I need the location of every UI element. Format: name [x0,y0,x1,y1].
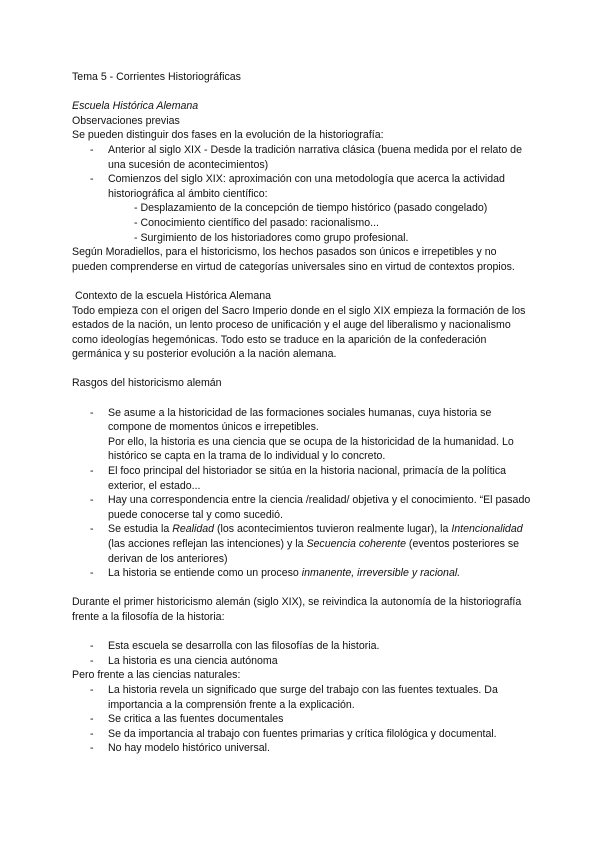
section-heading-rasgos: Rasgos del historicismo alemán [72,377,222,390]
paragraph-primer-historicismo: Durante el primer historicismo alemán (siglo XIX), se reivindica la autonomía de la historiografía frente a la filosofía de la historia: [72,596,522,623]
list-item-continuation: Por ello, la historia es una ciencia que se ocupa de la historicidad de la humanidad. Lo histórico se capta en la trama de lo individual y lo concreto. [108,435,514,463]
list-item: - La historia revela un significado que surge del trabajo con las fuentes textuales. Da importancia a la comprensión frente a la explicación. [72,683,532,712]
emphasis-realidad: Realidad [172,523,215,536]
list-item: - Hay una correspondencia entre la ciencia /realidad/ objetiva y el conocimiento. “El pasado puede conocerse tal y como sucedió. [72,493,532,522]
list-item: - El foco principal del historiador se sitúa en la historia nacional, primacía de la política exterior, el estado... [72,464,532,493]
sub-list-item: - Desplazamiento de la concepción de tiempo histórico (pasado congelado) [134,202,488,215]
text-run: (los acontecimientos tuvieron realmente lugar), la [214,523,452,536]
text-run: (eventos posteriores se derivan de los anteriores) [108,538,520,565]
paragraph-contexto: Todo empieza con el origen del Sacro Imperio donde en el siglo XIX empieza la formación de los estados de la nación, un lento proceso de unificación y el auge del liberalismo y nacionalismo como ideologías hegemónicas. Todo esto se traduce en la aparición de la confederación germánica y su posterior evolución a la nación alemana. [72,304,526,361]
list-item: - Esta escuela se desarrolla con las filosofías de la historia. [72,639,532,654]
emphasis-secuencia: Secuencia coherente [306,538,406,550]
ciencias-list [72,683,532,756]
emphasis-proceso: inmanente, irreversible y racional. [301,567,461,580]
list-item: - Comienzos del siglo XIX: aproximación con una metodología que acerca la actividad historiográfica al ámbito científico: [72,172,532,201]
sub-list [72,201,532,245]
document-title: Tema 5 - Corrientes Historiográficas [72,71,241,83]
list-item: - Se da importancia al trabajo con fuentes primarias y crítica filológica y documental. [72,727,532,742]
document-page [72,70,532,756]
paragraph-ciencias-naturales: Pero frente a las ciencias naturales: [72,669,241,682]
list-item: - La historia es una ciencia autónoma [72,654,532,669]
section-heading-escuela: Escuela Histórica Alemana [72,100,199,113]
list-item [72,406,532,464]
text-run: Se estudia la [108,523,173,536]
subheading-observaciones: Observaciones previas [72,114,180,127]
list-item [72,566,532,581]
section-heading-contexto: Contexto de la escuela Histórica Alemana [72,289,272,302]
list-item-text: Se asume a la historicidad de las formaciones sociales humanas, cuya historia se compone de momentos únicos e irrepetibles. [108,406,492,434]
list-item: - No hay modelo histórico universal. [72,741,532,756]
phases-list [72,143,532,201]
emphasis-intencionalidad: Intencionalidad [451,523,523,536]
paragraph-moradiellos: Según Moradiellos, para el historicismo, los hechos pasados son únicos e irrepetibles y no pueden comprenderse en virtud de categorías universales sino en virtud de contextos propios. [72,246,515,273]
sub-list-item: - Surgimiento de los historiadores como grupo profesional. [134,231,409,244]
paragraph-intro: Se pueden distinguir dos fases en la evolución de la historiografía: [72,129,384,142]
rasgos-list [72,406,532,581]
list-item: - Anterior al siglo XIX - Desde la tradición narrativa clásica (buena medida por el relato de una sucesión de acontecimientos) [72,143,532,172]
sub-list-item: - Conocimiento científico del pasado: racionalismo... [134,216,379,229]
list-item: - Se critica a las fuentes documentales [72,712,532,727]
text-run: La historia se entiende como un proceso [108,567,302,580]
text-run: (las acciones reflejan las intenciones) y la [108,538,307,550]
autonomia-list [72,639,532,668]
list-item [72,522,532,566]
